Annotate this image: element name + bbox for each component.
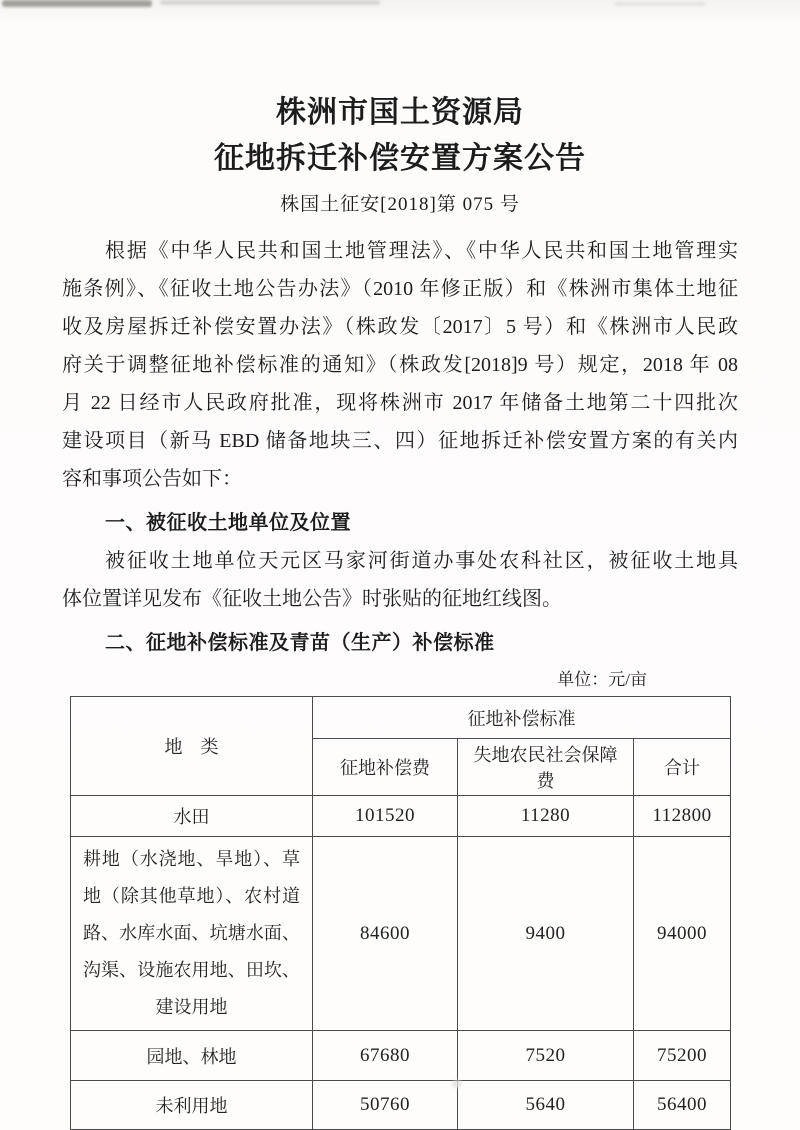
doc-title-line2: 征地拆迁补偿安置方案公告 — [214, 142, 586, 175]
scan-smudge — [160, 0, 380, 5]
cell-social-security-fee: 11280 — [458, 796, 634, 837]
cell-total: 94000 — [634, 837, 731, 1031]
header-cell-compensation-fee: 征地补偿费 — [313, 739, 458, 796]
cell-total: 56400 — [634, 1081, 731, 1130]
cell-compensation-fee: 50760 — [313, 1081, 458, 1130]
cell-compensation-fee: 67680 — [313, 1031, 458, 1081]
scan-smudge — [615, 2, 705, 6]
cell-social-security-fee: 5640 — [458, 1081, 634, 1130]
cell-social-security-fee: 9400 — [458, 837, 634, 1031]
scan-speck — [452, 1080, 462, 1088]
paragraph-line: 收及房屋拆迁补偿安置办法》（株政发〔2017〕5 号）和《株洲市人民政 — [62, 316, 738, 338]
header-cell-social-security-fee: 失地农民社会保障费 — [458, 739, 634, 796]
paragraph-line: 根据《中华人民共和国土地管理法》、《中华人民共和国土地管理实 — [105, 240, 738, 262]
title-block — [0, 0, 800, 218]
compensation-standards-table — [70, 696, 731, 1130]
table-row — [71, 837, 731, 1031]
cell-total: 75200 — [634, 1031, 731, 1081]
cell-compensation-fee: 101520 — [313, 796, 458, 837]
paragraph-line: 建设项目（新马 EBD 储备地块三、四）征地拆迁补偿安置方案的有关内 — [62, 430, 738, 452]
header-cell-total: 合计 — [634, 739, 731, 796]
cell-land-type: 园地、林地 — [71, 1031, 313, 1081]
header-cell-group: 征地补偿标准 — [313, 697, 731, 739]
paragraph-line: 施条例》、《征收土地公告办法》（2010 年修正版）和《株洲市集体土地征 — [62, 278, 738, 300]
cell-land-type: 耕地（水浇地、旱地）、草地（除其他草地）、农村道路、水库水面、坑塘水面、沟渠、设施农用地、田坎、建设用地 — [71, 837, 313, 1031]
section-2-heading: 二、征地补偿标准及青苗（生产）补偿标准 — [105, 632, 495, 654]
header-cell-land-type: 地 类 — [71, 697, 313, 796]
doc-number: 株国土征安[2018]第 075 号 — [280, 194, 520, 215]
paragraph-line: 体位置详见发布《征收土地公告》时张贴的征地红线图。 — [62, 588, 562, 610]
doc-title-line1: 株洲市国土资源局 — [276, 96, 524, 129]
cell-total: 112800 — [634, 796, 731, 837]
table-header-row-1 — [71, 697, 731, 739]
paragraph-line: 府关于调整征地补偿标准的通知》（株政发[2018]9 号）规定，2018 年 08 — [62, 354, 738, 376]
table-row — [71, 1081, 731, 1130]
scan-smudge — [2, 0, 152, 7]
paragraph-line: 容和事项公告如下： — [62, 468, 242, 490]
document-body — [62, 232, 738, 662]
cell-land-type: 未利用地 — [71, 1081, 313, 1130]
cell-social-security-fee: 7520 — [458, 1031, 634, 1081]
paragraph-line: 被征收土地单位天元区马家河街道办事处农科社区，被征收土地具 — [105, 550, 738, 572]
table-row — [71, 1031, 731, 1081]
cell-compensation-fee: 84600 — [313, 837, 458, 1031]
table-unit-label: 单位：元/亩 — [557, 670, 647, 689]
paragraph-line: 月 22 日经市人民政府批准，现将株洲市 2017 年储备土地第二十四批次 — [62, 392, 738, 414]
section-1-heading: 一、被征收土地单位及位置 — [105, 512, 351, 534]
cell-land-type: 水田 — [71, 796, 313, 837]
table-row — [71, 796, 731, 837]
